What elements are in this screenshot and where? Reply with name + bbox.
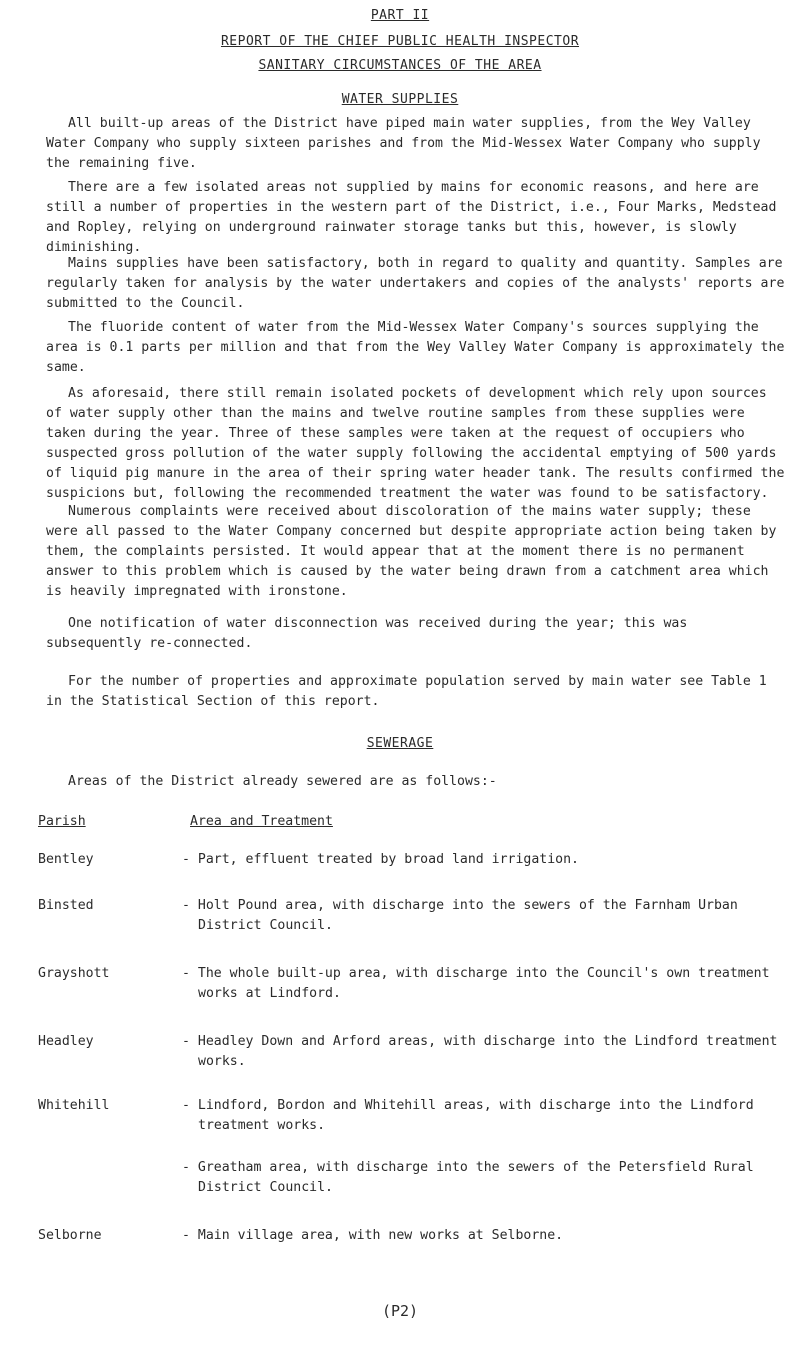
water-supplies-heading: WATER SUPPLIES xyxy=(341,92,459,107)
parish-name: Whitehill xyxy=(38,1098,110,1113)
sewerage-heading: SEWERAGE xyxy=(366,736,434,751)
column-header-area: Area and Treatment xyxy=(190,814,333,829)
parish-name: Headley xyxy=(38,1034,94,1049)
area-treatment: - Headley Down and Arford areas, with discharge into the Lindford treatment works. xyxy=(182,1034,778,1069)
column-header-parish: Parish xyxy=(38,814,86,829)
parish-name: Grayshott xyxy=(38,966,110,981)
area-treatment: - The whole built-up area, with discharge into the Council's own treatment works at Lindford. xyxy=(182,966,770,1001)
area-treatment: - Lindford, Bordon and Whitehill areas, with discharge into the Lindford treatment works. xyxy=(182,1098,754,1133)
area-treatment: - Greatham area, with discharge into the sewers of the Petersfield Rural District Council. xyxy=(182,1160,754,1195)
water-paragraph-1: All built-up areas of the District have piped main water supplies, from the Wey Valley Water Company who supply sixteen parishes and from the Mid-Wessex Water Company who supply the remaining five. xyxy=(46,116,761,171)
parish-name: Binsted xyxy=(38,898,94,913)
section-title: SANITARY CIRCUMSTANCES OF THE AREA xyxy=(258,58,542,73)
water-paragraph-6: Numerous complaints were received about discoloration of the mains water supply; these were all passed to the Water Company concerned but despite appropriate action being taken by them, the complaints persisted. It would appear that at the moment there is no permanent answer to this problem which is caused by the water being drawn from a catchment area which is heavily impregnated with ironstone. xyxy=(46,504,777,599)
water-paragraph-4: The fluoride content of water from the Mid-Wessex Water Company's sources supplying the area is 0.1 parts per million and that from the Wey Valley Water Company is approximately the same. xyxy=(46,320,785,375)
report-title: REPORT OF THE CHIEF PUBLIC HEALTH INSPECTOR xyxy=(220,34,580,49)
water-paragraph-8: For the number of properties and approximate population served by main water see Table 1 in the Statistical Section of this report. xyxy=(46,674,767,709)
water-paragraph-5: As aforesaid, there still remain isolated pockets of development which rely upon sources of water supply other than the mains and twelve routine samples from these supplies were taken during the year. Three of these samples were taken at the request of occupiers who suspected gross pollution of the water supply following the accidental emptying of 500 yards of liquid pig manure in the area of their spring water header tank. The results confirmed the suspicions but, following the recommended treatment the water was found to be satisfactory. xyxy=(46,386,785,501)
area-treatment: - Holt Pound area, with discharge into the sewers of the Farnham Urban District Council. xyxy=(182,898,738,933)
page-number: (P2) xyxy=(381,1302,419,1320)
sewerage-intro: Areas of the District already sewered are as follows:- xyxy=(68,774,497,789)
part-heading: PART II xyxy=(370,8,430,23)
area-treatment: - Main village area, with new works at Selborne. xyxy=(182,1228,564,1243)
water-paragraph-7: One notification of water disconnection was received during the year; this was subsequently re-connected. xyxy=(46,616,688,651)
parish-name: Bentley xyxy=(38,852,94,867)
parish-name: Selborne xyxy=(38,1228,102,1243)
area-treatment: - Part, effluent treated by broad land irrigation. xyxy=(182,852,579,867)
water-paragraph-2: There are a few isolated areas not supplied by mains for economic reasons, and here are still a number of properties in the western part of the District, i.e., Four Marks, Medstead and Ropley, relying on underground rainwater storage tanks but this, however, is slowly diminishing. xyxy=(46,180,777,255)
water-paragraph-3: Mains supplies have been satisfactory, both in regard to quality and quantity. Samples are regularly taken for analysis by the water undertakers and copies of the analysts' reports are submitted to the Council. xyxy=(46,256,785,311)
